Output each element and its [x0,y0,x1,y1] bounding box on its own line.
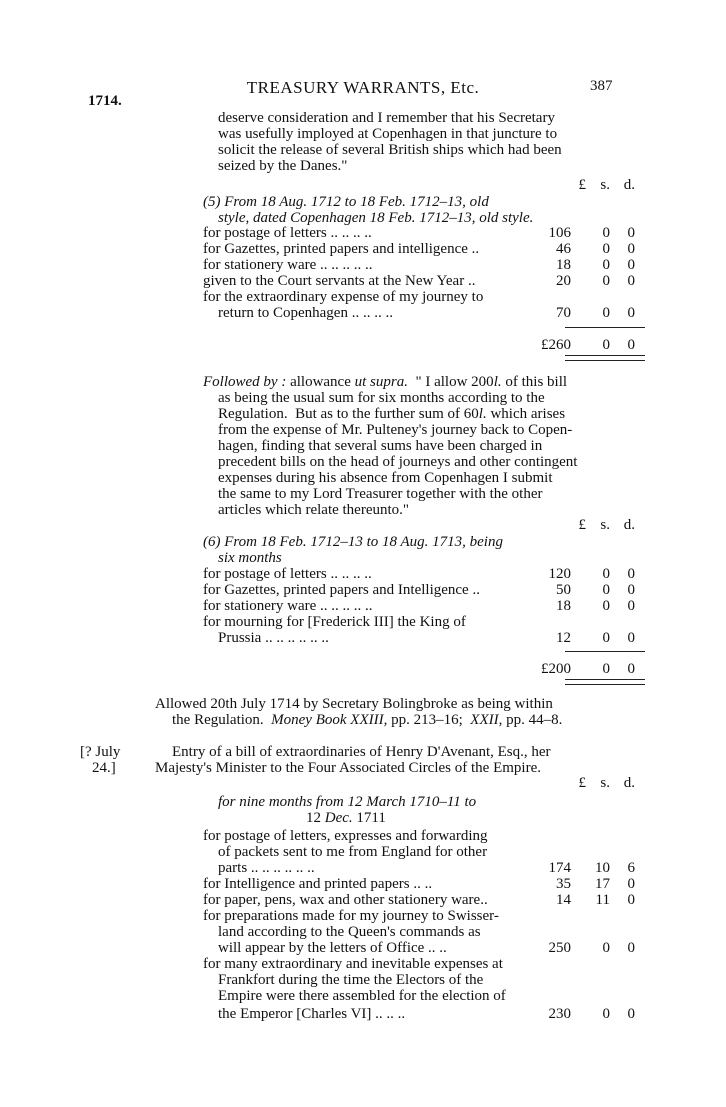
amount-pence: 0 [627,305,635,321]
allowed-line: the Regulation. Money Book XXIII, pp. 213–16; XXII, pp. 44–8. [172,712,563,728]
bill7-item: land according to the Queen's commands as [218,924,481,940]
amount-pounds: 50 [556,582,571,598]
amount-pence: 0 [627,273,635,289]
col-head-pound: £ [578,177,586,193]
col-head-shillings: s. [600,517,610,533]
intro-line: seized by the Danes." [218,158,348,174]
bill7-heading: 12 Dec. 1711 [306,810,386,826]
amount-pounds: 18 [556,257,571,273]
amount-pounds: 35 [556,876,571,892]
amount-pounds: 20 [556,273,571,289]
total-pence: 0 [627,661,635,677]
amount-shillings: 17 [595,876,610,892]
amount-shillings: 0 [602,940,610,956]
entry-line: Majesty's Minister to the Four Associated Circles of the Empire. [155,760,541,776]
amount-pence: 0 [627,257,635,273]
bill7-item: Frankfort during the time the Electors of the [218,972,484,988]
amount-pence: 0 [627,892,635,908]
col-head-shillings: s. [600,775,610,791]
margin-date: [? July [80,744,121,760]
amount-pounds: 120 [548,566,571,582]
amount-shillings: 0 [602,241,610,257]
amount-shillings: 0 [602,225,610,241]
bill5-item: return to Copenhagen .. .. .. .. [218,305,393,321]
followed-line: the same to my Lord Treasurer together with the other [218,486,543,502]
amount-shillings: 0 [602,273,610,289]
bill5-item: for Gazettes, printed papers and intelligence .. [203,241,480,257]
followed-line: as being the usual sum for six months according to the [218,390,545,406]
sum-rule [565,651,645,652]
amount-pounds: 106 [548,225,571,241]
total-double-rule [565,679,645,685]
bill7-item: will appear by the letters of Office .. .. [218,940,447,956]
followed-line: Regulation. But as to the further sum of 60l. which arises [218,406,566,422]
intro-line: deserve consideration and I remember that his Secretary [218,110,555,126]
amount-pence: 0 [627,598,635,614]
bill5-item: for postage of letters .. .. .. .. [203,225,372,241]
margin-year: 1714. [88,93,122,109]
bill6-item: for mourning for [Frederick III] the King of [203,614,466,630]
amount-shillings: 11 [595,892,610,908]
col-head-shillings: s. [600,177,610,193]
total-pounds: £200 [541,661,571,677]
amount-pence: 0 [627,876,635,892]
bill6-item: for stationery ware .. .. .. .. .. [203,598,373,614]
bill7-item: parts .. .. .. .. .. .. [218,860,315,876]
bill5-item: given to the Court servants at the New Year .. [203,273,476,289]
followed-line: articles which relate thereunto." [218,502,410,518]
amount-pounds: 12 [556,630,571,646]
bill7-item: the Emperor [Charles VI] .. .. .. [218,1006,406,1022]
allowed-line: Allowed 20th July 1714 by Secretary Bolingbroke as being within [155,696,553,712]
followed-line: hagen, finding that several sums have been charged in [218,438,543,454]
amount-pence: 0 [627,1006,635,1022]
bill7-heading: for nine months from 12 March 1710–11 to [218,794,477,810]
entry-line: Entry of a bill of extraordinaries of Henry D'Avenant, Esq., her [172,744,551,760]
followed-line: precedent bills on the head of journeys and other contingent [218,454,578,470]
bill5-item: for the extraordinary expense of my journey to [203,289,484,305]
amount-pounds: 14 [556,892,571,908]
running-title: TREASURY WARRANTS, Etc. [246,78,480,97]
bill7-item: for many extraordinary and inevitable expenses at [203,956,503,972]
bill6-heading: (6) From 18 Feb. 1712–13 to 18 Aug. 1713, being [203,534,503,550]
amount-shillings: 10 [595,860,610,876]
col-head-pence: d. [623,775,635,791]
amount-pounds: 18 [556,598,571,614]
amount-pence: 6 [627,860,635,876]
bill7-item: Empire were there assembled for the election of [218,988,506,1004]
bill6-item: Prussia .. .. .. .. .. .. [218,630,329,646]
col-head-pound: £ [578,775,586,791]
col-head-pence: d. [623,177,635,193]
total-shillings: 0 [602,661,610,677]
amount-shillings: 0 [602,582,610,598]
amount-pence: 0 [627,241,635,257]
intro-line: solicit the release of several British ships which had been [218,142,562,158]
amount-shillings: 0 [602,257,610,273]
followed-line: Followed by : allowance ut supra. " I allow 200l. of this bill [203,374,568,390]
bill5-heading: (5) From 18 Aug. 1712 to 18 Feb. 1712–13, old [203,194,489,210]
amount-shillings: 0 [602,630,610,646]
amount-pounds: 230 [548,1006,571,1022]
col-head-pound: £ [578,517,586,533]
margin-date: 24.] [92,760,116,776]
bill5-heading: style, dated Copenhagen 18 Feb. 1712–13, old style. [218,210,534,226]
bill7-item: for Intelligence and printed papers .. .. [203,876,433,892]
bill7-item: for paper, pens, wax and other stationery ware.. [203,892,488,908]
col-head-pence: d. [623,517,635,533]
bill7-item: for preparations made for my journey to Swisser- [203,908,499,924]
amount-pounds: 46 [556,241,571,257]
bill6-item: for Gazettes, printed papers and Intelligence .. [203,582,480,598]
amount-shillings: 0 [602,566,610,582]
bill6-item: for postage of letters .. .. .. .. [203,566,372,582]
bill5-item: for stationery ware .. .. .. .. .. [203,257,373,273]
amount-pounds: 70 [556,305,571,321]
amount-pence: 0 [627,940,635,956]
bill7-item: of packets sent to me from England for other [218,844,488,860]
bill7-item: for postage of letters, expresses and forwarding [203,828,488,844]
intro-line: was usefully imployed at Copenhagen in that juncture to [218,126,558,142]
bill6-heading: six months [218,550,282,566]
amount-pounds: 250 [548,940,571,956]
amount-pounds: 174 [548,860,571,876]
amount-pence: 0 [627,582,635,598]
total-double-rule [565,355,645,361]
followed-line: expenses during his absence from Copenhagen I submit [218,470,553,486]
total-pence: 0 [627,337,635,353]
followed-line: from the expense of Mr. Pulteney's journey back to Copen- [218,422,573,438]
amount-pence: 0 [627,225,635,241]
amount-shillings: 0 [602,305,610,321]
total-shillings: 0 [602,337,610,353]
amount-shillings: 0 [602,1006,610,1022]
sum-rule [565,327,645,328]
amount-pence: 0 [627,630,635,646]
page-number: 387 [590,78,613,94]
total-pounds: £260 [541,337,571,353]
amount-pence: 0 [627,566,635,582]
amount-shillings: 0 [602,598,610,614]
